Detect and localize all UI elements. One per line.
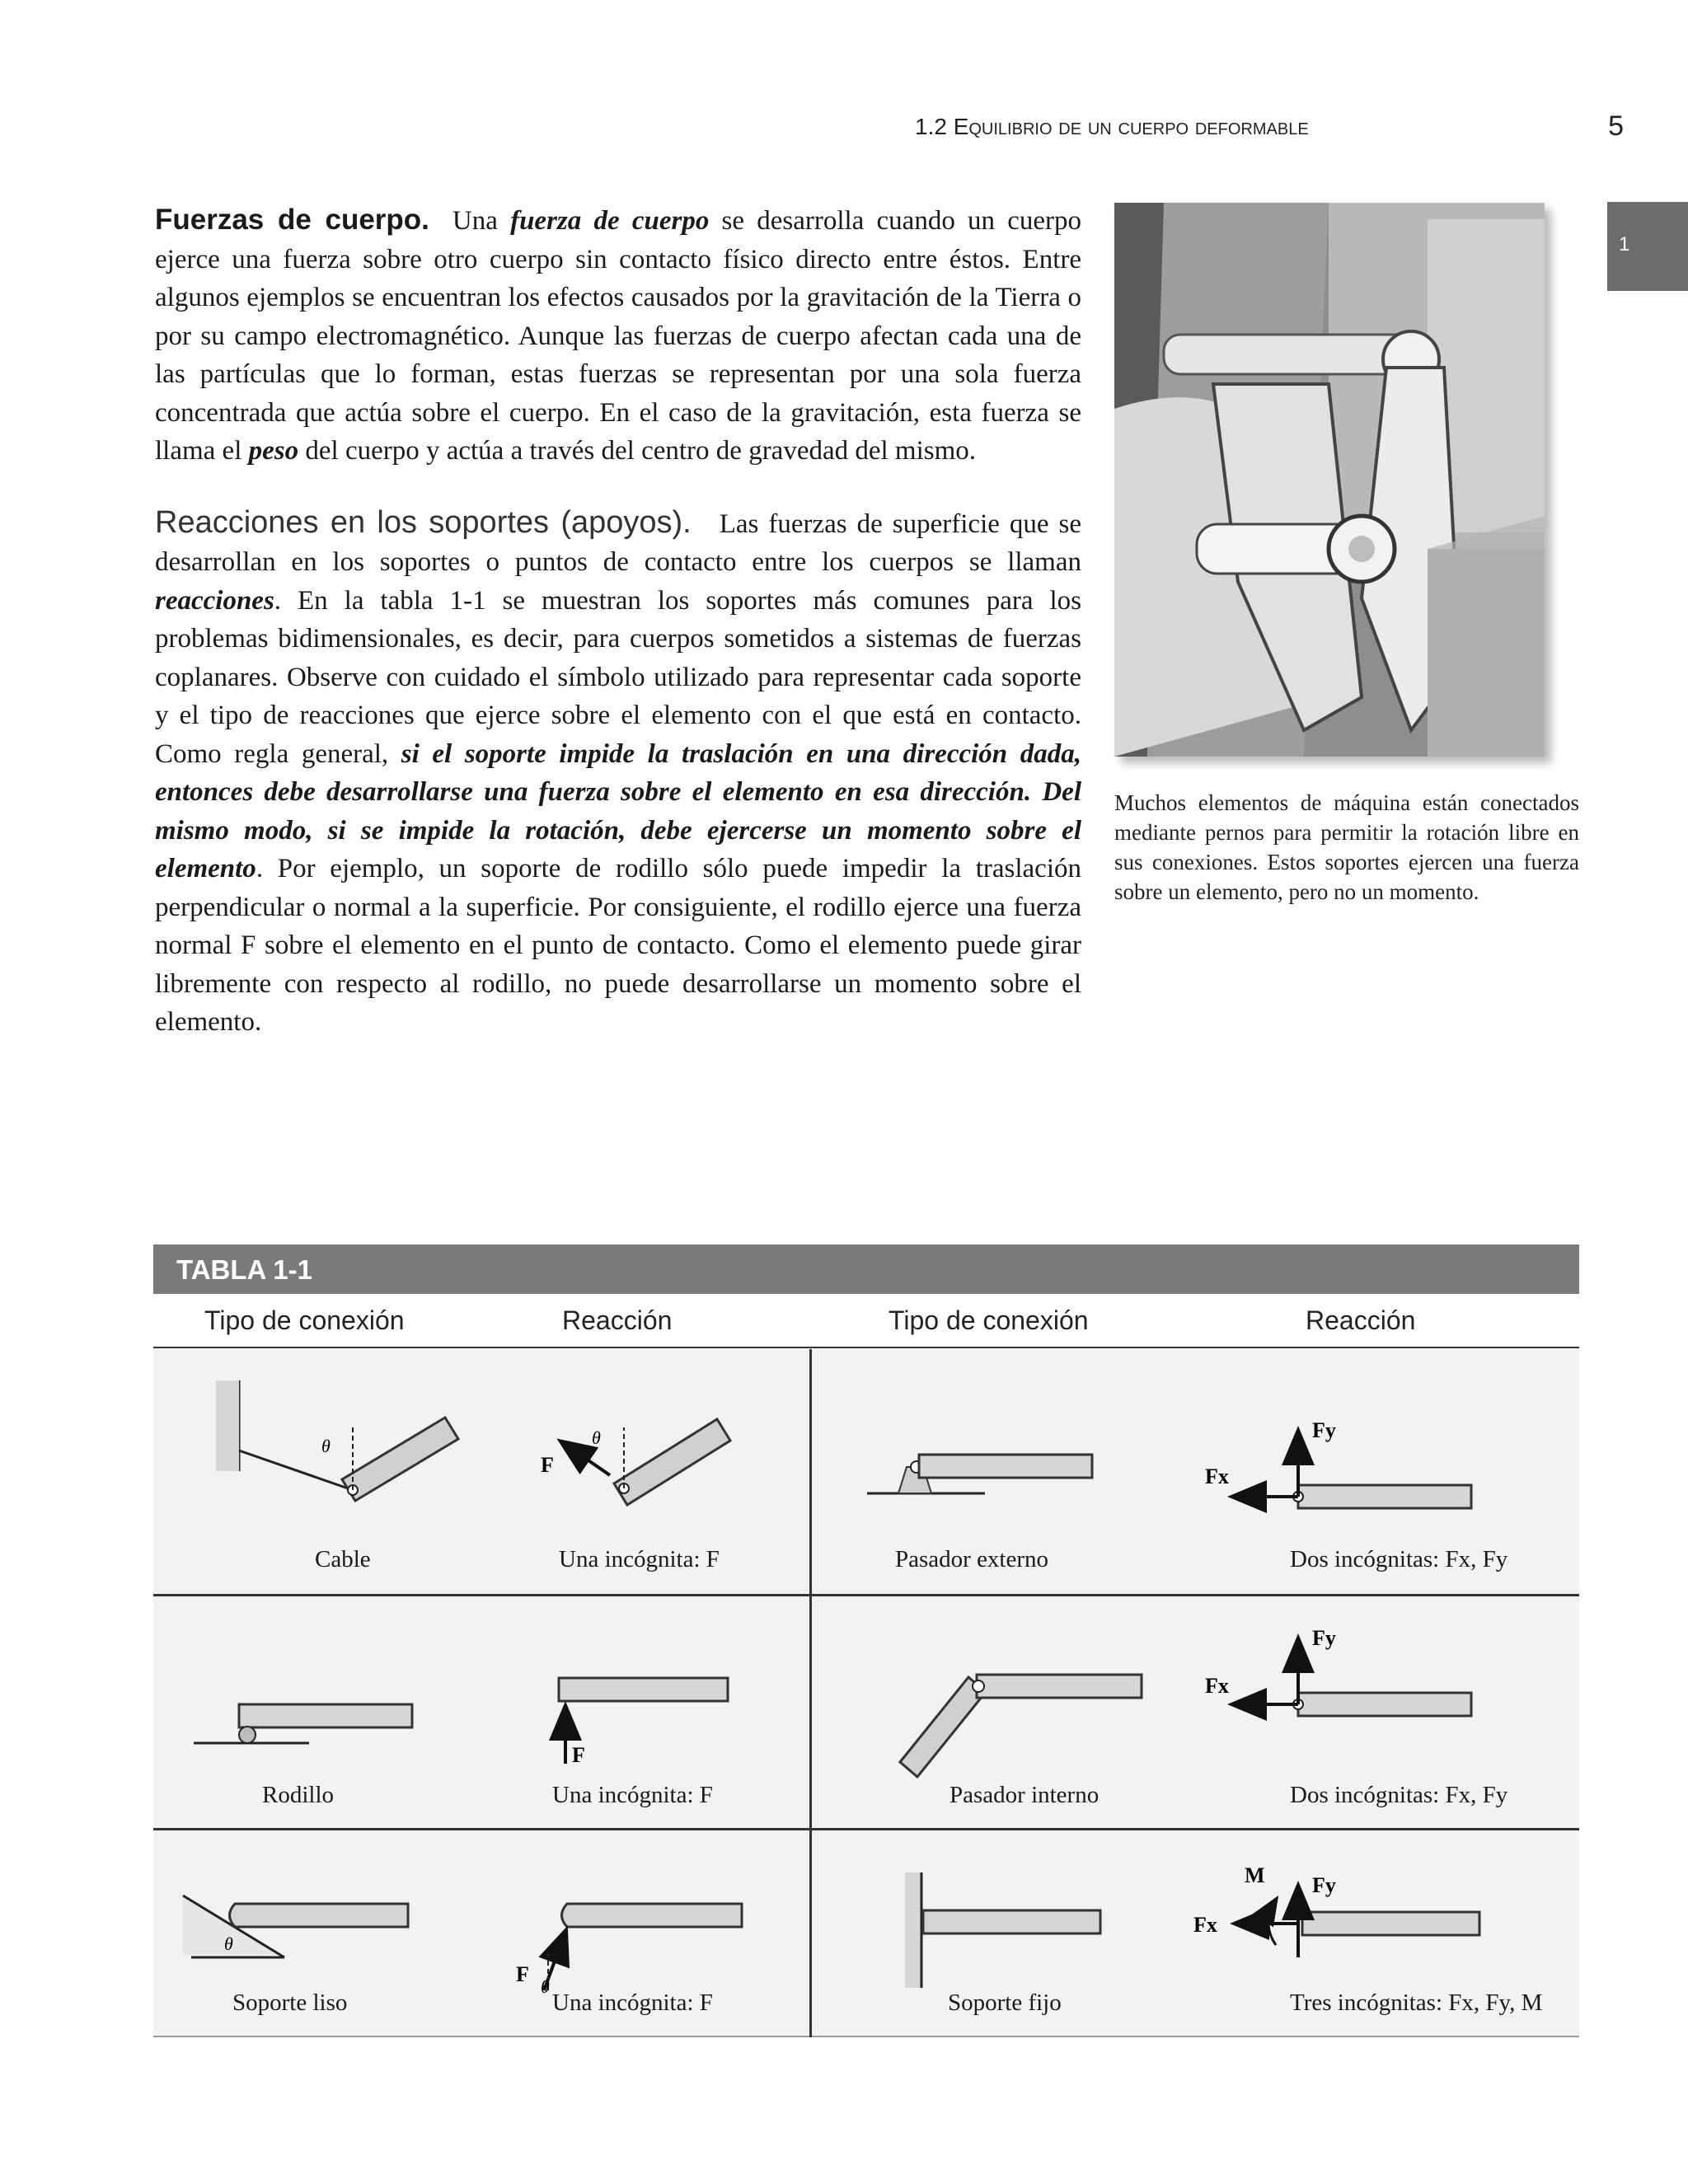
fixed-support-diagram (905, 1872, 1100, 1988)
label-internal-pin-reaction: Dos incógnitas: Fx, Fy (1290, 1782, 1508, 1808)
general-rule: si el soporte impide la traslación en una dirección dada, entonces debe desarrollarse una fuerza sobre el elemento en esa dirección. Del mismo modo, si se impide la rotación, debe ejercerse un momento sobre el elemento (155, 738, 1081, 883)
roller-diagram (194, 1704, 412, 1743)
label-internal-pin: Pasador interno (950, 1782, 1100, 1808)
col-header-connection-1: Tipo de conexión (204, 1305, 405, 1335)
external-pin-diagram (867, 1455, 1092, 1493)
ext-pin-Fy-label: Fy (1312, 1418, 1336, 1442)
term-weight: peso (248, 436, 299, 466)
roller-reaction-diagram (559, 1678, 728, 1767)
label-roller: Rodillo (262, 1782, 335, 1808)
text-run: Las fuerzas de superficie que se desarrollan en los soportes o puntos de contacto entre los cuerpos se llaman (155, 509, 1081, 577)
external-pin-reaction-diagram (1205, 1418, 1471, 1508)
term-body-force: fuerza de cuerpo (510, 206, 710, 236)
label-cable: Cable (315, 1546, 371, 1572)
label-smooth-reaction: Una incógnita: F (552, 1990, 713, 2016)
label-external-pin-reaction: Dos incógnitas: Fx, Fy (1290, 1546, 1508, 1572)
smooth-theta-label: θ (224, 1933, 233, 1954)
text-run: . Por ejemplo, un soporte de rodillo sólo puede impedir la traslación perpendicular o normal a la superficie. Por consiguiente, el rodillo ejerce una fuerza normal F sobre el elemento en el punto de contacto. Como el elemento puede girar libremente con respecto al rodillo, no puede desarrollarse un momento sobre el elemento. (155, 854, 1081, 1037)
page-number: 5 (1608, 110, 1624, 142)
ext-pin-Fx-label: Fx (1205, 1465, 1229, 1488)
label-fixed-support: Soporte fijo (948, 1990, 1062, 2016)
text-run: del cuerpo y actúa a través del centro de gravedad del mismo. (298, 436, 977, 466)
heading-body-forces: Fuerzas de cuerpo. (155, 204, 429, 236)
fixed-reaction-diagram (1193, 1863, 1479, 1957)
col-header-connection-2: Tipo de conexión (889, 1305, 1089, 1335)
col-header-reaction-1: Reacción (562, 1305, 673, 1335)
internal-pin-diagram (900, 1675, 1142, 1777)
fixed-Fx-label: Fx (1193, 1913, 1217, 1937)
smooth-F-label: F (516, 1962, 529, 1986)
cable-reaction-diagram (541, 1419, 730, 1505)
int-pin-Fy-label: Fy (1312, 1626, 1336, 1650)
text-run: Una (452, 206, 511, 236)
roller-F-label: F (572, 1743, 585, 1767)
internal-pin-reaction-diagram (1205, 1626, 1471, 1716)
label-smooth-support: Soporte liso (232, 1990, 348, 2016)
chapter-tab-number: 1 (1619, 233, 1630, 255)
heading-support-reactions: Reacciones en los soportes (apoyos). (155, 504, 692, 540)
label-roller-reaction: Una incógnita: F (552, 1782, 713, 1808)
text-run: . En la tabla 1-1 se muestran los soportes más comunes para los problemas bidimensionales, es decir, para cuerpos sometidos a sistemas de fuerzas coplanares. Observe con cuidado el símbolo utilizado para representar cada soporte y el tipo de reacciones que ejerce sobre el elemento con el que está en contacto. Como regla general, (155, 585, 1081, 769)
cable-diagram (216, 1380, 458, 1501)
term-reactions: reacciones (155, 585, 274, 616)
label-cable-reaction: Una incógnita: F (559, 1546, 720, 1572)
cable-F-label: F (541, 1453, 554, 1477)
smooth-support-diagram (183, 1896, 408, 1957)
photo-caption: Muchos elementos de máquina están conectados mediante pernos para permitir la rotación libre en sus conexiones. Estos soportes ejercen una fuerza sobre un elemento, pero no un momento. (1114, 790, 1579, 904)
smooth-reaction-diagram (516, 1904, 742, 1997)
table-title: TABLA 1-1 (176, 1254, 312, 1285)
text-run: se desarrolla cuando un cuerpo ejerce una fuerza sobre otro cuerpo sin contacto físico directo entre éstos. Entre algunos ejemplos se encuentran los efectos causados por la gravitación de la Tierra o por su campo electromagnético. Aunque las fuerzas de cuerpo afectan cada una de las partículas que lo forman, estas fuerzas se representan por una sola fuerza concentrada que actúa sobre el cuerpo. En el caso de la gravitación, esta fuerza se llama el (155, 206, 1082, 466)
label-external-pin: Pasador externo (895, 1546, 1049, 1572)
fixed-M-label: M (1245, 1863, 1265, 1887)
int-pin-Fx-label: Fx (1205, 1674, 1229, 1698)
cable-theta-label: θ (321, 1436, 331, 1456)
fixed-Fy-label: Fy (1312, 1873, 1336, 1897)
label-fixed-reaction: Tres incógnitas: Fx, Fy, M (1290, 1990, 1543, 2016)
smooth-reaction-theta: θ (541, 1976, 550, 1997)
section-title: 1.2 Equilibrio de un cuerpo deformable (915, 114, 1309, 139)
col-header-reaction-2: Reacción (1306, 1305, 1416, 1335)
cable-reaction-theta: θ (592, 1427, 601, 1448)
